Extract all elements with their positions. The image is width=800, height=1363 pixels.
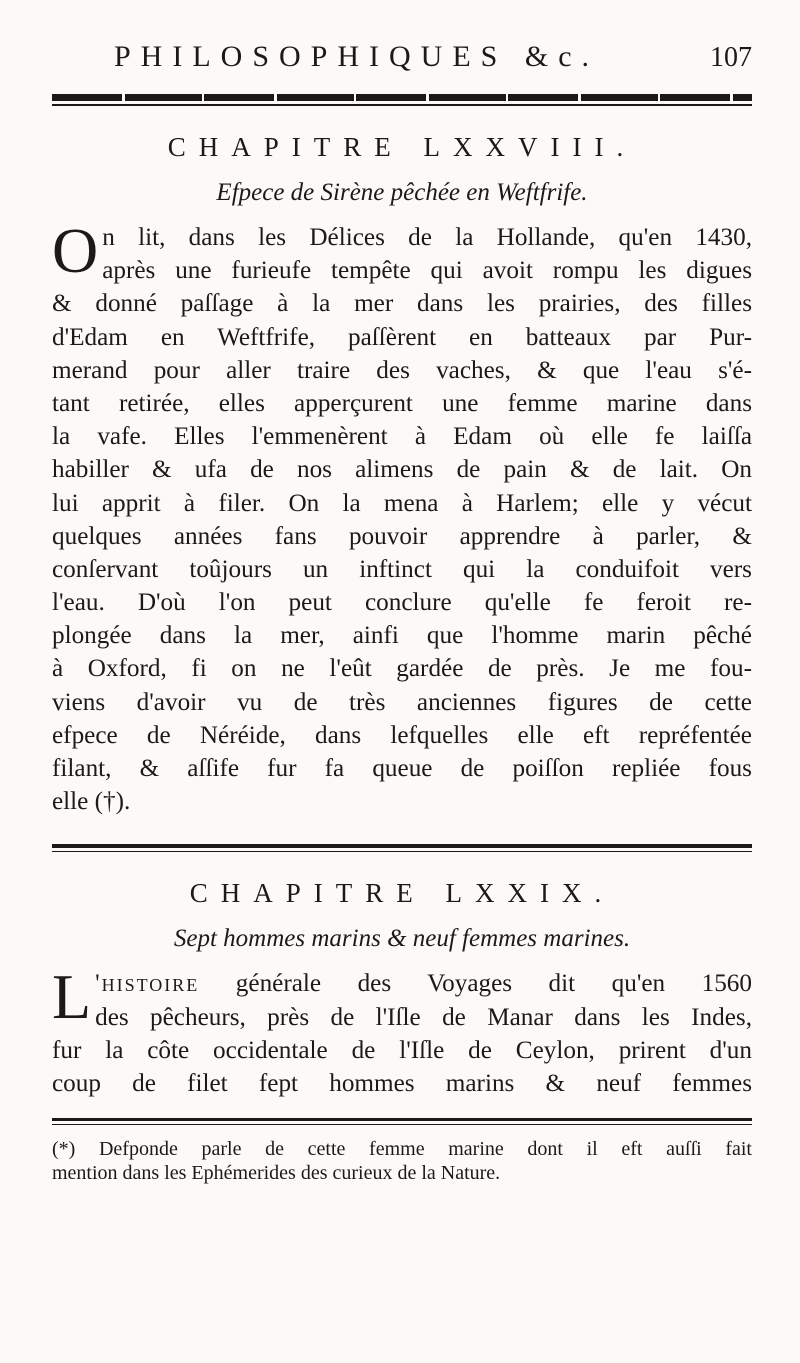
text-line: filant, & aſſife fur fa queue de poiſſon repliée fous: [52, 755, 752, 782]
footnote-separator-rule: [52, 1118, 752, 1125]
chapter-separator-rule: [52, 844, 752, 852]
footnote-line: mention dans les Ephémerides des curieux de la Nature.: [52, 1162, 501, 1185]
page-number: 107: [710, 42, 752, 73]
chapter-78-subtitle: Efpece de Sirène pêchée en Weftfrife.: [216, 179, 588, 206]
text-line: fur la côte occidentale de l'Iſle de Ceylon, prirent d'un: [52, 1036, 752, 1064]
running-title: PHILOSOPHIQUES &c.: [114, 40, 600, 73]
text-line: & donné paſſage à la mer dans les prairies, des filles: [52, 290, 752, 318]
chapter-79-paragraph: [52, 961, 752, 1100]
text-line: efpece de Néréide, dans lefquelles elle eft repréfentée: [52, 721, 752, 749]
text-line: d'Edam en Weftfrife, paſſèrent en batteaux par Pur-: [52, 323, 752, 351]
book-page: [52, 40, 752, 1185]
text-line: tant retirée, elles apperçurent une femme marine dans: [52, 389, 752, 417]
text-line: à Oxford, fi on ne l'eût gardée de près. Je me fou-: [52, 655, 752, 683]
text-line: n lit, dans les Délices de la Hollande, qu'en 1430,: [102, 224, 752, 251]
text-line: l'eau. D'où l'on peut conclure qu'elle fe feroit re-: [52, 589, 752, 617]
running-head: [52, 40, 752, 84]
text-line: quelques années fans pouvoir apprendre à parler, &: [52, 522, 752, 550]
text-line: plongée dans la mer, ainfi que l'homme marin pêché: [52, 622, 752, 650]
chapter-78-paragraph: [52, 215, 752, 818]
chapter-79-subtitle: Sept hommes marins & neuf femmes marines.: [173, 925, 631, 953]
text-line: [52, 967, 752, 1000]
text-line: des pêcheurs, près de l'Iſle de Manar dans les Indes,: [95, 1003, 752, 1031]
text-line: conſervant toûjours un inftinct qui la conduifoit vers: [52, 555, 752, 583]
text-line: elle (†).: [52, 788, 131, 816]
text-line: viens d'avoir vu de très anciennes figures de cette: [52, 688, 752, 716]
text-line: après une furieufe tempête qui avoit rompu les digues: [102, 257, 752, 285]
drop-cap: O: [52, 215, 99, 286]
footnote: [52, 1137, 752, 1185]
text-line-rest: générale des Voyages dit qu'en 1560: [199, 970, 752, 998]
text-line: merand pour aller traire des vaches, & que l'eau s'é-: [52, 356, 752, 384]
text-line: coup de filet fept hommes marins & neuf femmes: [52, 1069, 752, 1097]
text-line: lui apprit à filer. On la mena à Harlem; elle y vécut: [52, 489, 752, 517]
small-caps-word: 'histoire: [95, 970, 200, 998]
chapter-78-heading: CHAPITRE LXXVIII.: [167, 132, 637, 162]
footnote-line: (*) Defponde parle de cette femme marine dont il eft auſſi fait: [52, 1138, 752, 1161]
header-ornament-rule: [52, 94, 752, 106]
chapter-79-heading: CHAPITRE LXXIX.: [189, 878, 615, 909]
text-line: la vafe. Elles l'emmenèrent à Edam où elle fe laiſſa: [52, 423, 752, 451]
drop-cap: L: [52, 961, 92, 1033]
text-line: habiller & ufa de nos alimens de pain & de lait. On: [52, 456, 752, 484]
